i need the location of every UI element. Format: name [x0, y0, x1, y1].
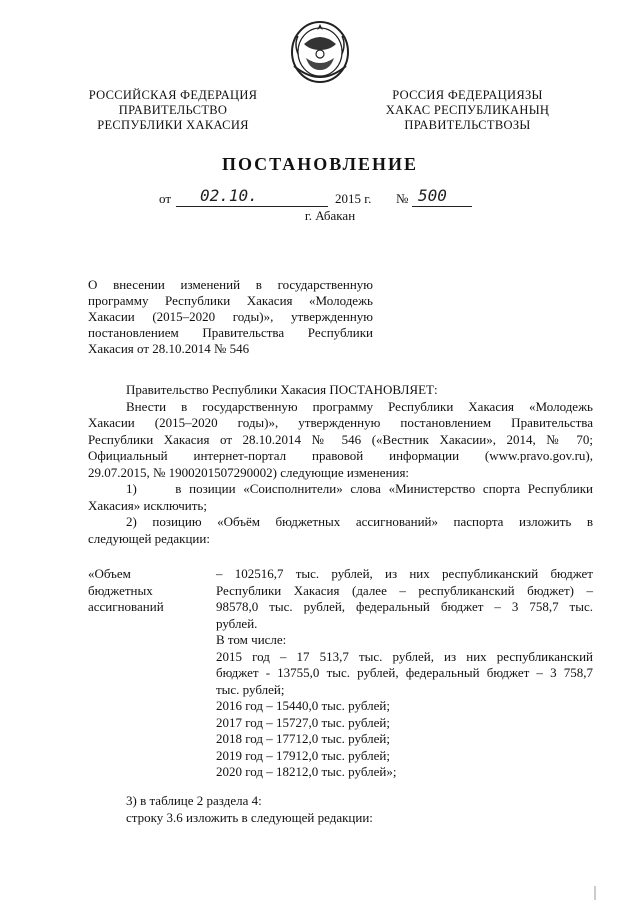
- document-footer: [88, 793, 631, 826]
- coat-of-arms-icon: [282, 14, 358, 88]
- number-handwritten: 500: [418, 186, 447, 205]
- table-value-line: 2015 год – 17 513,7 тыс. рублей, из них республиканский: [216, 648, 593, 664]
- body-line: Хакасии (2015–2020 годы)», утвержденную постановлением Правительства: [88, 415, 593, 430]
- subject-line: О внесении изменений в государственную: [88, 277, 373, 292]
- body-line: Официальный интернет-портал правовой информации (www.pravo.gov.ru),: [88, 448, 593, 463]
- table-value-line: Республики Хакасия (далее – республиканский бюджет) –: [216, 582, 593, 598]
- subject-line: постановлением Правительства Республики: [88, 325, 373, 340]
- table-value-line: 2020 год – 18212,0 тыс. рублей»;: [216, 764, 397, 779]
- document-subject: [88, 277, 373, 357]
- header-left-block: [68, 88, 278, 133]
- body-line: Хакасия» исключить;: [88, 497, 207, 513]
- date-field: [176, 188, 328, 207]
- table-value-line: 2017 год – 15727,0 тыс. рублей;: [216, 714, 390, 730]
- header-right-line: ХАКАС РЕСПУБЛИКАНЫҢ: [385, 103, 550, 117]
- year-text: 2015 г.: [335, 191, 372, 206]
- footer-line: 3) в таблице 2 раздела 4:: [126, 793, 262, 808]
- table-value-line: бюджет - 13755,0 тыс. рублей, федеральный бюджет – 3 758,7: [216, 665, 593, 680]
- header-left-line: РЕСПУБЛИКИ ХАКАСИЯ: [97, 118, 249, 132]
- body-line: 1) в позиции «Соисполнители» слова «Министерство спорта Республики: [126, 481, 593, 496]
- table-value-line: В том числе:: [216, 632, 287, 647]
- document-body: [88, 382, 593, 547]
- table-label-line: «Объем: [88, 566, 131, 581]
- table-value-line: 2016 год – 15440,0 тыс. рублей;: [216, 698, 390, 713]
- body-line: Внести в государственную программу Республики Хакасия «Молодежь: [126, 398, 593, 414]
- header-left-line: ПРАВИТЕЛЬСТВО: [118, 103, 228, 117]
- table-label-line: ассигнований: [88, 599, 164, 614]
- table-value-line: 2018 год – 17712,0 тыс. рублей;: [216, 731, 390, 746]
- body-line: Правительство Республики Хакасия ПОСТАНОВЛЯЕТ:: [126, 382, 438, 397]
- header-right-line: ПРАВИТЕЛЬСТВОЗЫ: [404, 118, 531, 132]
- scan-edge-mark: [594, 886, 596, 900]
- body-line: Республики Хакасия от 28.10.2014 № 546 («Вестник Хакасии», 2014, № 70;: [88, 431, 593, 447]
- table-value-line: 98578,0 тыс. рублей, федеральный бюджет – 3 758,7 тыс.: [216, 599, 593, 614]
- header-right-line: РОССИЯ ФЕДЕРАЦИЯЗЫ: [392, 88, 543, 102]
- table-label-line: бюджетных: [88, 582, 153, 598]
- header-right-block: [355, 88, 580, 133]
- table-value: [216, 566, 593, 781]
- body-line: 29.07.2015, № 1900201507290002) следующие изменения:: [88, 464, 410, 480]
- city-name: г. Абакан: [304, 208, 356, 223]
- table-value-line: рублей.: [216, 615, 258, 631]
- footer-line: строку 3.6 изложить в следующей редакции:: [126, 809, 373, 825]
- table-value-line: 2019 год – 17912,0 тыс. рублей;: [216, 747, 390, 763]
- subject-line: программу Республики Хакасия «Молодежь: [88, 293, 373, 308]
- table-value-line: – 102516,7 тыс. рублей, из них республиканский бюджет: [216, 566, 593, 581]
- subject-line: Хакасии (2015–2020 годы)», утвержденную: [88, 309, 373, 324]
- table-label: [88, 566, 208, 616]
- document-title: ПОСТАНОВЛЕНИЕ: [221, 154, 419, 174]
- date-prefix: от: [159, 191, 172, 206]
- date-handwritten: 02.10.: [200, 186, 258, 205]
- subject-line: Хакасия от 28.10.2014 № 546: [88, 341, 250, 356]
- body-line: следующей редакции:: [88, 530, 210, 546]
- number-field: [412, 188, 472, 207]
- body-line: 2) позицию «Объём бюджетных ассигнований» паспорта изложить в: [126, 514, 593, 529]
- table-value-line: тыс. рублей;: [216, 681, 285, 697]
- number-sign: №: [396, 191, 409, 206]
- header-left-line: РОССИЙСКАЯ ФЕДЕРАЦИЯ: [88, 88, 258, 102]
